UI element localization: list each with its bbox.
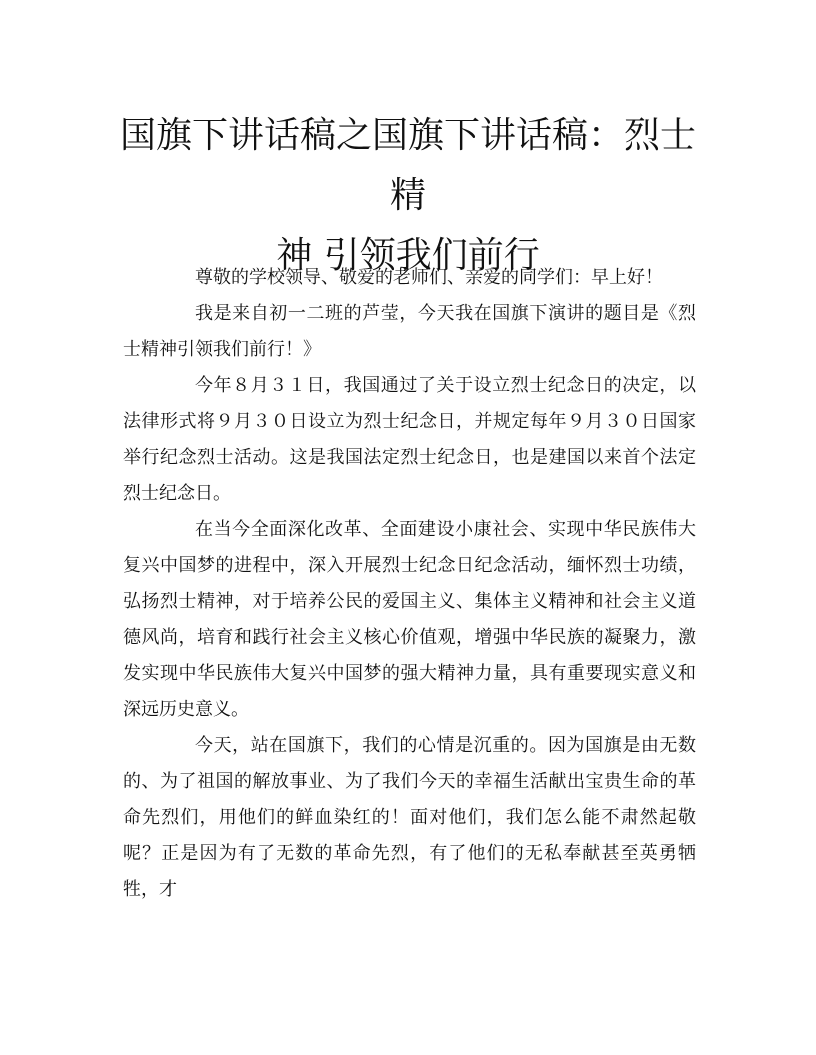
paragraph-martyrs-day: 今年８月３１日，我国通过了关于设立烈士纪念日的决定，以法律形式将９月３０日设立为烈士纪念日，并规定每年９月３０日国家举行纪念烈士活动。这是我国法定烈士纪念日，也是建国以来首个法定烈士纪念日。 — [123, 375, 696, 504]
title-line-2: 神 引领我们前行 — [276, 235, 540, 276]
paragraph-flag: 今天，站在国旗下，我们的心情是沉重的。因为国旗是由无数的、为了祖国的解放事业、为了我们今天的幸福生活献出宝贵生命的革命先烈们，用他们的鲜血染红的！面对他们，我们怎么能不肃然起敬呢？正是因为有了无数的革命先烈，有了他们的无私奉献甚至英勇牺牲，才 — [123, 735, 696, 900]
paragraph-significance: 在当今全面深化改革、全面建设小康社会、实现中华民族伟大复兴中国梦的进程中，深入开展烈士纪念日纪念活动，缅怀烈士功绩，弘扬烈士精神，对于培养公民的爱国主义、集体主义精神和社会主义道德风尚，培育和践行社会主义核心价值观，增强中华民族的凝聚力，激发实现中华民族伟大复兴中国梦的强大精神力量，具有重要现实意义和深远历史意义。 — [123, 519, 696, 720]
document-body — [123, 260, 696, 908]
paragraph-introduction: 我是来自初一二班的芦莹，今天我在国旗下演讲的题目是《烈士精神引领我们前行！》 — [123, 303, 696, 360]
paragraph-greeting: 尊敬的学校领导、敬爱的老师们、亲爱的同学们：早上好！ — [195, 267, 663, 288]
title-line-1: 国旗下讲话稿之国旗下讲话稿：烈士精 — [119, 115, 696, 216]
document-title — [110, 106, 706, 286]
